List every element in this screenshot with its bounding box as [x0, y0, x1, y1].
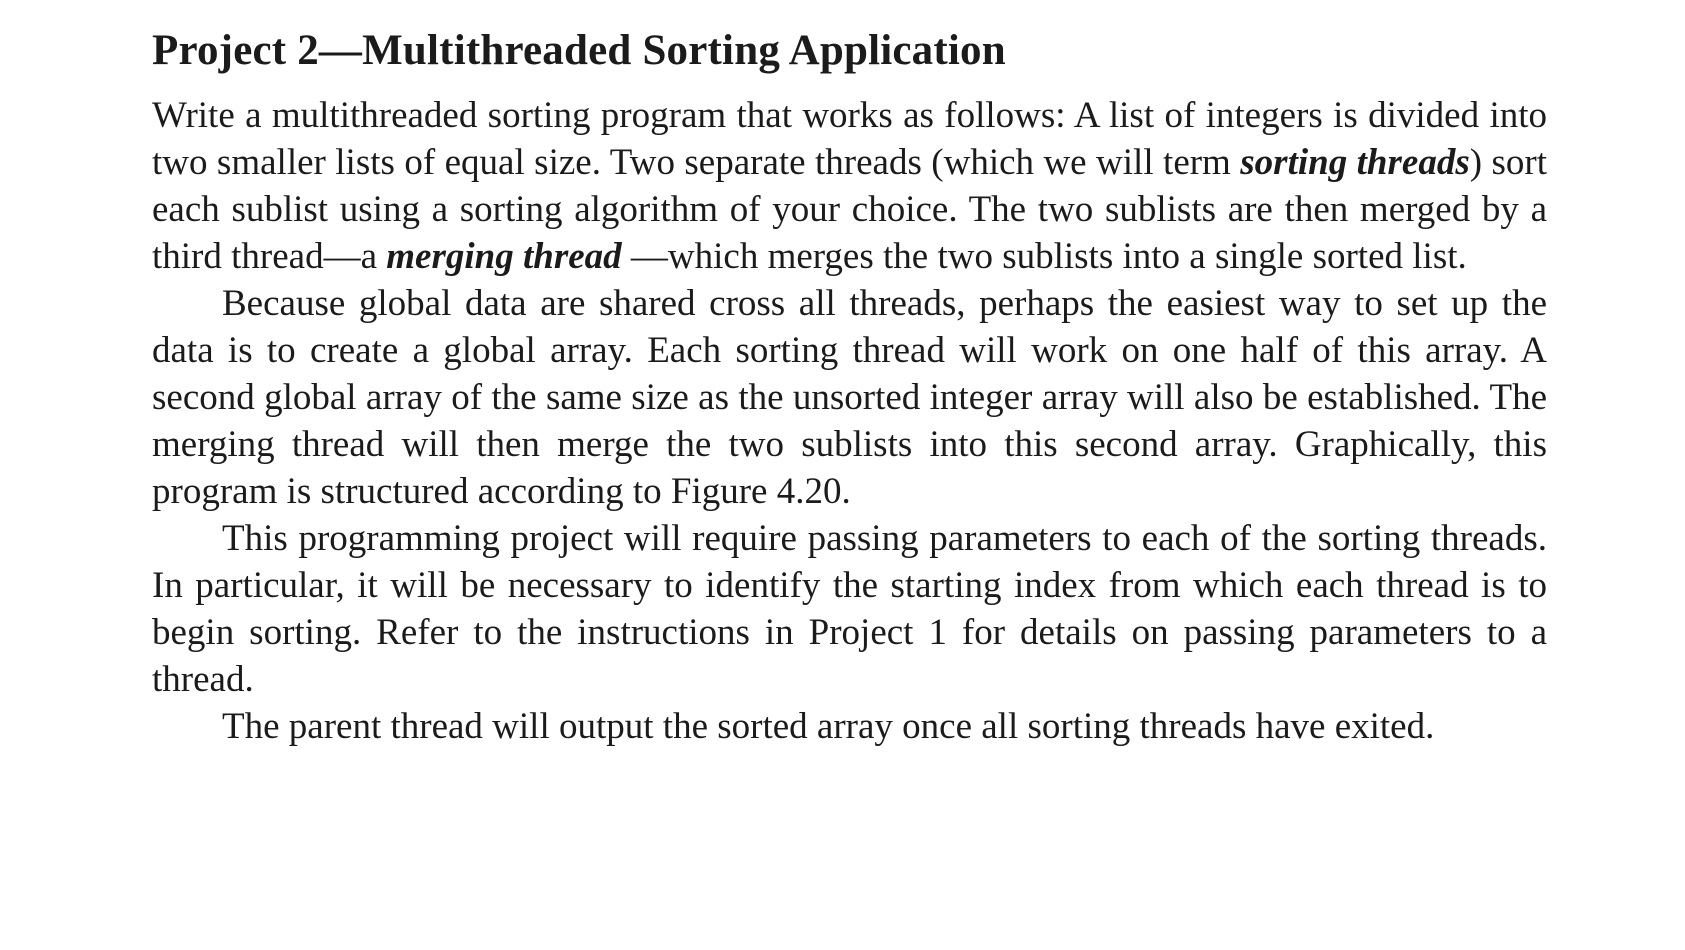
term-sorting-threads: sorting threads: [1240, 142, 1470, 183]
paragraph-2: Because global data are shared cross all threads, perhaps the easiest way to set up the data is to create a global array. Each sorting thread will work on one half of this array. A second global array of the same size as the unsorted integer array will also be established. The merging thread will then merge the two sublists into this second array. Graphically, this program is structured according to Figure 4.20.: [152, 283, 1547, 512]
document-page: [152, 22, 1547, 750]
paragraph-4: The parent thread will output the sorted array once all sorting threads have exited.: [222, 706, 1435, 747]
document-title: Project 2—Multithreaded Sorting Application: [152, 27, 1006, 74]
paragraph-1-text-a: Write a multithreaded sorting program that works as follows: A list of integers is divided into two smaller lists of equal size. Two separate threads (which we will term: [152, 95, 1547, 183]
paragraph-3: This programming project will require passing parameters to each of the sorting threads. In particular, it will be necessary to identify the starting index from which each thread is to begin sorting. Refer to the instructions in Project 1 for details on passing parameters to a thread.: [152, 518, 1547, 700]
term-merging-thread: merging thread: [386, 236, 622, 277]
paragraph-1-text-b: ) sort each sublist using a sorting algorithm of your choice. The two sublists are then merged by a third thread—a: [152, 142, 1547, 277]
paragraph-1-text-c: —which merges the two sublists into a single sorted list.: [621, 236, 1467, 277]
paragraph-1: [152, 92, 1547, 280]
